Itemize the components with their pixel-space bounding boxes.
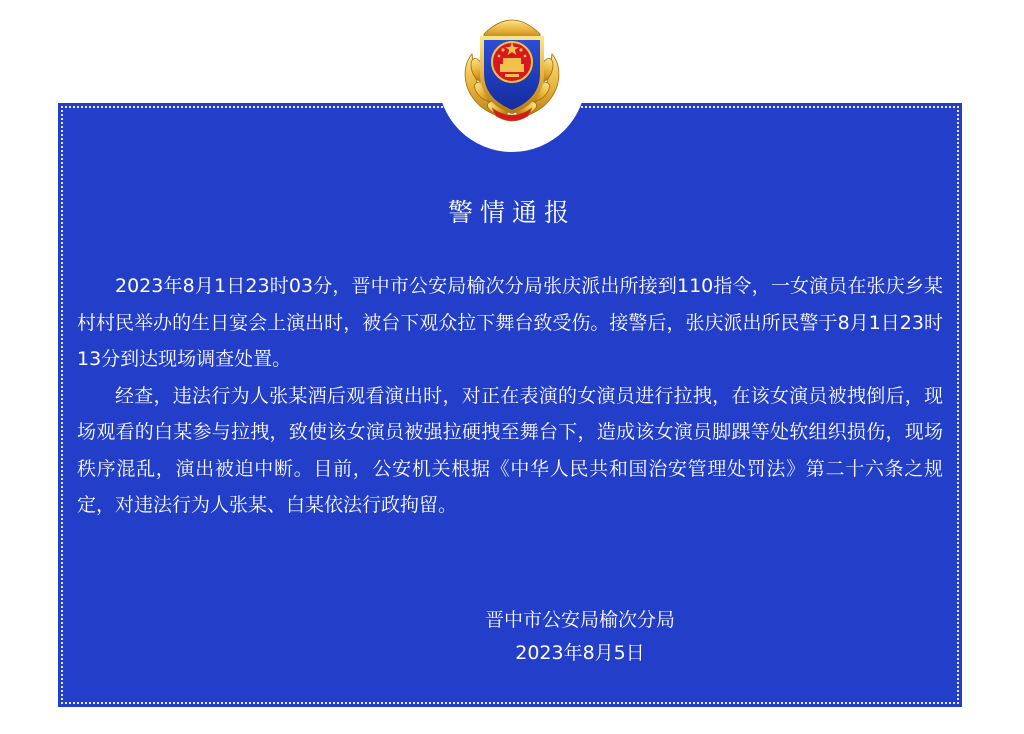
- notice-body: [77, 268, 943, 524]
- notice-title: 警情通报: [447, 198, 576, 227]
- issue-date: 2023年8月5日: [515, 642, 645, 664]
- notice-paragraph: 2023年8月1日23时03分，晋中市公安局榆次分局张庆派出所接到110指令，一女演员在张庆乡某村村民举办的生日宴会上演出时，被台下观众拉下舞台致受伤。接警后，张庆派出所民警于8月1日23时13分到达现场调查处置。: [77, 275, 943, 370]
- notice-paragraph: 经查，违法行为人张某酒后观看演出时，对正在表演的女演员进行拉拽，在该女演员被拽倒后，现场观看的白某参与拉拽，致使该女演员被强拉硬拽至舞台下，造成该女演员脚踝等处软组织损伤，现场秩序混乱，演出被迫中断。目前，公安机关根据《中华人民共和国治安管理处罚法》第二十六条之规定，对违法行为人张某、白某依法行政拘留。: [77, 384, 943, 516]
- notice-signature: [380, 604, 780, 670]
- police-emblem-icon: [448, 4, 576, 132]
- issuer-name: 晋中市公安局榆次分局: [484, 609, 675, 631]
